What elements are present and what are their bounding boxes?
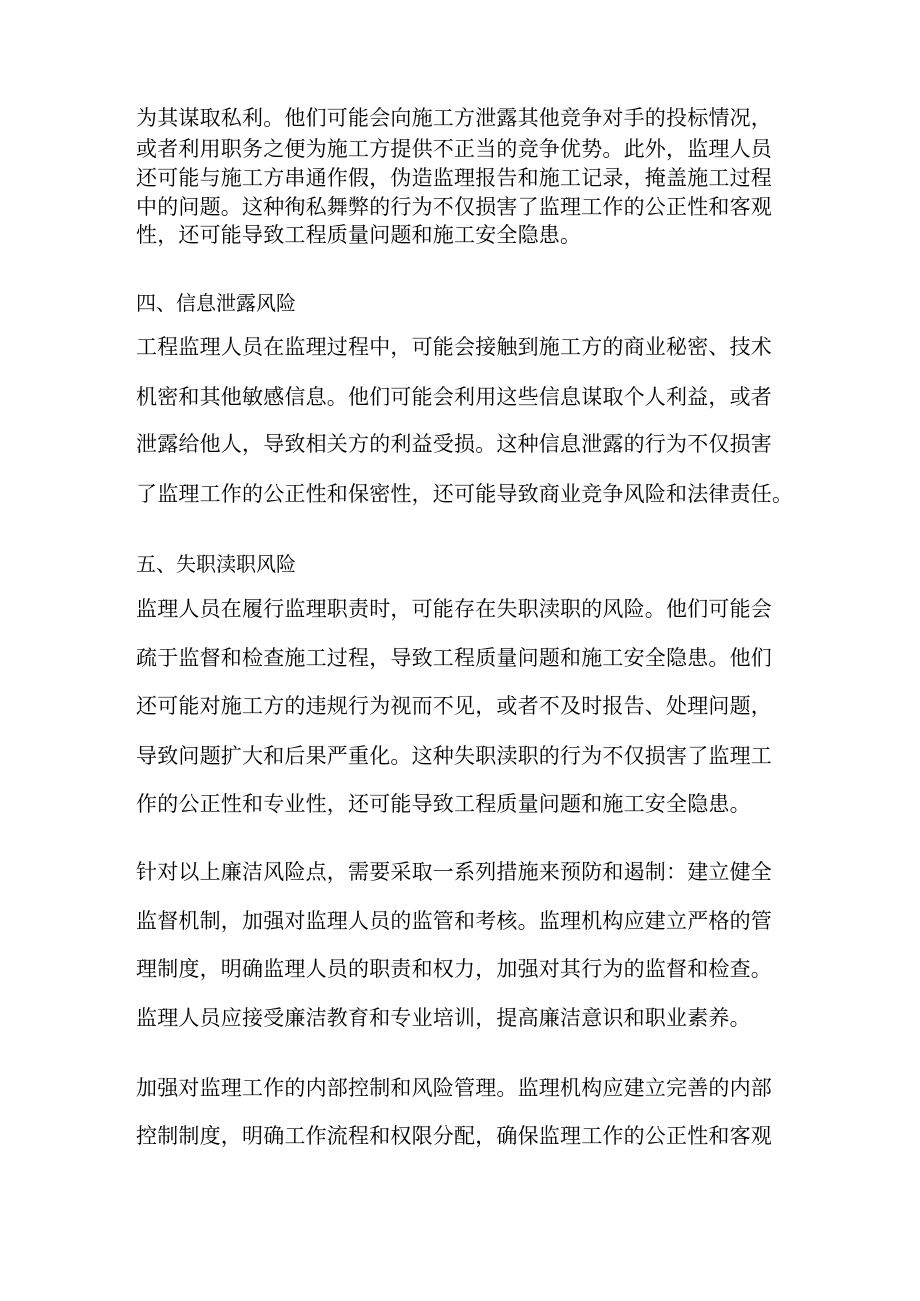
paragraph-line: 泄露给他人，导致相关方的利益受损。这种信息泄露的行为不仅损害 [136,432,772,456]
paragraph-line: 工程监理人员在监理过程中，可能会接触到施工方的商业秘密、技术 [136,335,772,359]
paragraph-line: 监理人员在履行监理职责时，可能存在失职渎职的风险。他们可能会 [136,597,772,621]
paragraph-line: 针对以上廉洁风险点，需要采取一系列措施来预防和遏制：建立健全 [136,860,772,884]
paragraph-line: 了监理工作的公正性和保密性，还可能导致商业竞争风险和法律责任。 [136,482,794,506]
paragraph-line: 性，还可能导致工程质量问题和施工安全隐患。 [136,223,582,247]
paragraph-line: 加强对监理工作的内部控制和风险管理。监理机构应建立完善的内部 [136,1076,772,1100]
paragraph-line: 或者利用职务之便为施工方提供不正当的竞争优势。此外，监理人员 [136,137,772,161]
paragraph-line: 还可能对施工方的违规行为视而不见，或者不及时报告、处理问题， [136,694,772,718]
paragraph-line: 监督机制，加强对监理人员的监管和考核。监理机构应建立严格的管 [136,909,772,933]
section-heading: 五、失职渎职风险 [136,552,296,576]
paragraph-line: 疏于监督和检查施工过程，导致工程质量问题和施工安全隐患。他们 [136,646,772,670]
paragraph-line: 还可能与施工方串通作假，伪造监理报告和施工记录，掩盖施工过程 [136,166,772,190]
paragraph-line: 理制度，明确监理人员的职责和权力，加强对其行为的监督和检查。 [136,957,772,981]
paragraph-line: 导致问题扩大和后果严重化。这种失职渎职的行为不仅损害了监理工 [136,744,772,768]
section-heading: 四、信息泄露风险 [136,291,296,315]
paragraph-line: 作的公正性和专业性，还可能导致工程质量问题和施工安全隐患。 [136,792,751,816]
paragraph-line: 机密和其他敏感信息。他们可能会利用这些信息谋取个人利益，或者 [136,385,772,409]
paragraph-line: 控制制度，明确工作流程和权限分配，确保监理工作的公正性和客观 [136,1124,772,1148]
paragraph-line: 为其谋取私利。他们可能会向施工方泄露其他竞争对手的投标情况， [136,106,772,130]
paragraph-line: 监理人员应接受廉洁教育和专业培训，提高廉洁意识和职业素养。 [136,1006,751,1030]
paragraph-line: 中的问题。这种徇私舞弊的行为不仅损害了监理工作的公正性和客观 [136,195,772,219]
